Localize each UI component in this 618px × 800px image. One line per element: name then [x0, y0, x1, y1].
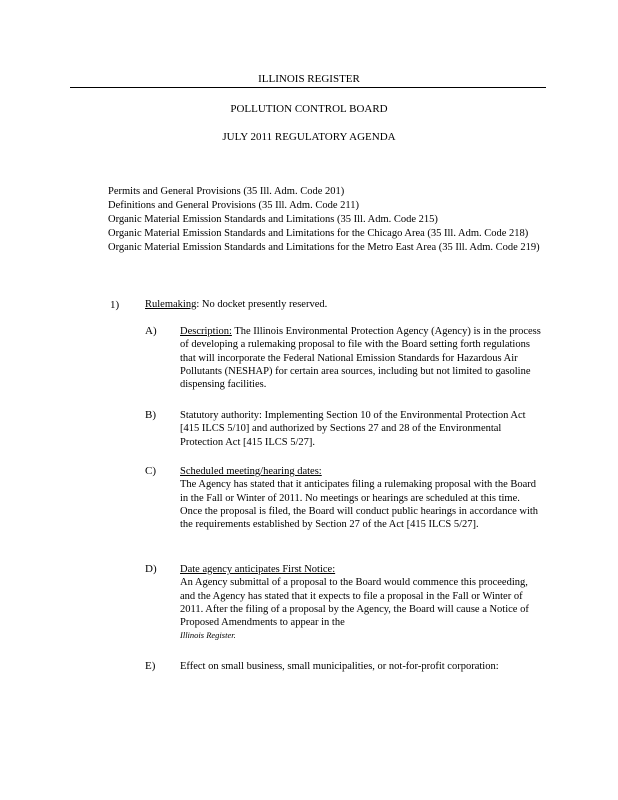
first-notice-block: [180, 563, 542, 643]
rulemaking-heading: Rulemaking: [145, 299, 197, 310]
citation-line: Permits and General Provisions (35 Ill. Adm. Code 201): [108, 186, 345, 197]
description-heading: Description:: [180, 326, 232, 337]
statutory-authority-text: Statutory authority: Implementing Section 10 of the Environmental Protection Act [415 ILCS 5/10] and authorized by Sections 27 and 28 of the Environmental Protection Act [415 ILCS 5/27].: [180, 410, 526, 448]
description-block: [180, 325, 542, 391]
rulemaking-line: [145, 299, 327, 310]
section-letter: A): [145, 325, 157, 337]
illinois-register-italic: Illinois Register.: [180, 630, 236, 641]
first-notice-body: An Agency submittal of a proposal to the Board would commence this proceeding, and the Agency has stated that it expects to file a proposal in the Fall or Winter of 2011. After the filing of a proposal by the Agency, the Board will cause a Notice of Proposed Amendments to appear in the: [180, 577, 529, 629]
section-letter: C): [145, 465, 156, 477]
citation-line: Organic Material Emission Standards and Limitations for the Chicago Area (35 Ill. Adm. Code 218): [108, 228, 529, 239]
citation-line: Organic Material Emission Standards and Limitations for the Metro East Area (35 Ill. Adm. Code 219): [108, 242, 540, 253]
rulemaking-status: : No docket presently reserved.: [196, 299, 328, 310]
agenda-title: JULY 2011 REGULATORY AGENDA: [222, 131, 396, 143]
first-notice-heading: Date agency anticipates First Notice:: [180, 564, 336, 575]
schedule-heading: Scheduled meeting/hearing dates:: [180, 466, 322, 477]
schedule-block: [180, 465, 542, 531]
board-title: POLLUTION CONTROL BOARD: [230, 103, 388, 115]
description-text: The Illinois Environmental Protection Agency (Agency) is in the process of developing a rulemaking proposal to file with the Board setting forth regulations that will incorporate the Federal National Emission Standards for Hazardous Air Pollutants (NESHAP) for certain area sources, including but not limited to gasoline dispensing facilities.: [180, 326, 541, 391]
schedule-text: The Agency has stated that it anticipates filing a rulemaking proposal with the Board in the Fall or Winter of 2011. No meetings or hearings are scheduled at this time. Once the proposal is filed, the Board will conduct public hearings in accordance with the requirements established by Section 27 of the Act [415 ILCS 5/27].: [180, 479, 539, 531]
section-letter: B): [145, 409, 156, 421]
citation-line: Organic Material Emission Standards and Limitations (35 Ill. Adm. Code 215): [108, 214, 438, 225]
citation-line: Definitions and General Provisions (35 Ill. Adm. Code 211): [108, 200, 359, 211]
code-citations: [108, 185, 540, 255]
section-letter: E): [145, 660, 156, 672]
register-title: ILLINOIS REGISTER: [258, 73, 360, 85]
effect-text: Effect on small business, small municipalities, or not-for-profit corporation:: [180, 661, 499, 672]
header-divider: [70, 87, 546, 88]
first-notice-text: [180, 576, 542, 642]
item-number: 1): [110, 299, 120, 311]
section-letter: D): [145, 563, 157, 575]
